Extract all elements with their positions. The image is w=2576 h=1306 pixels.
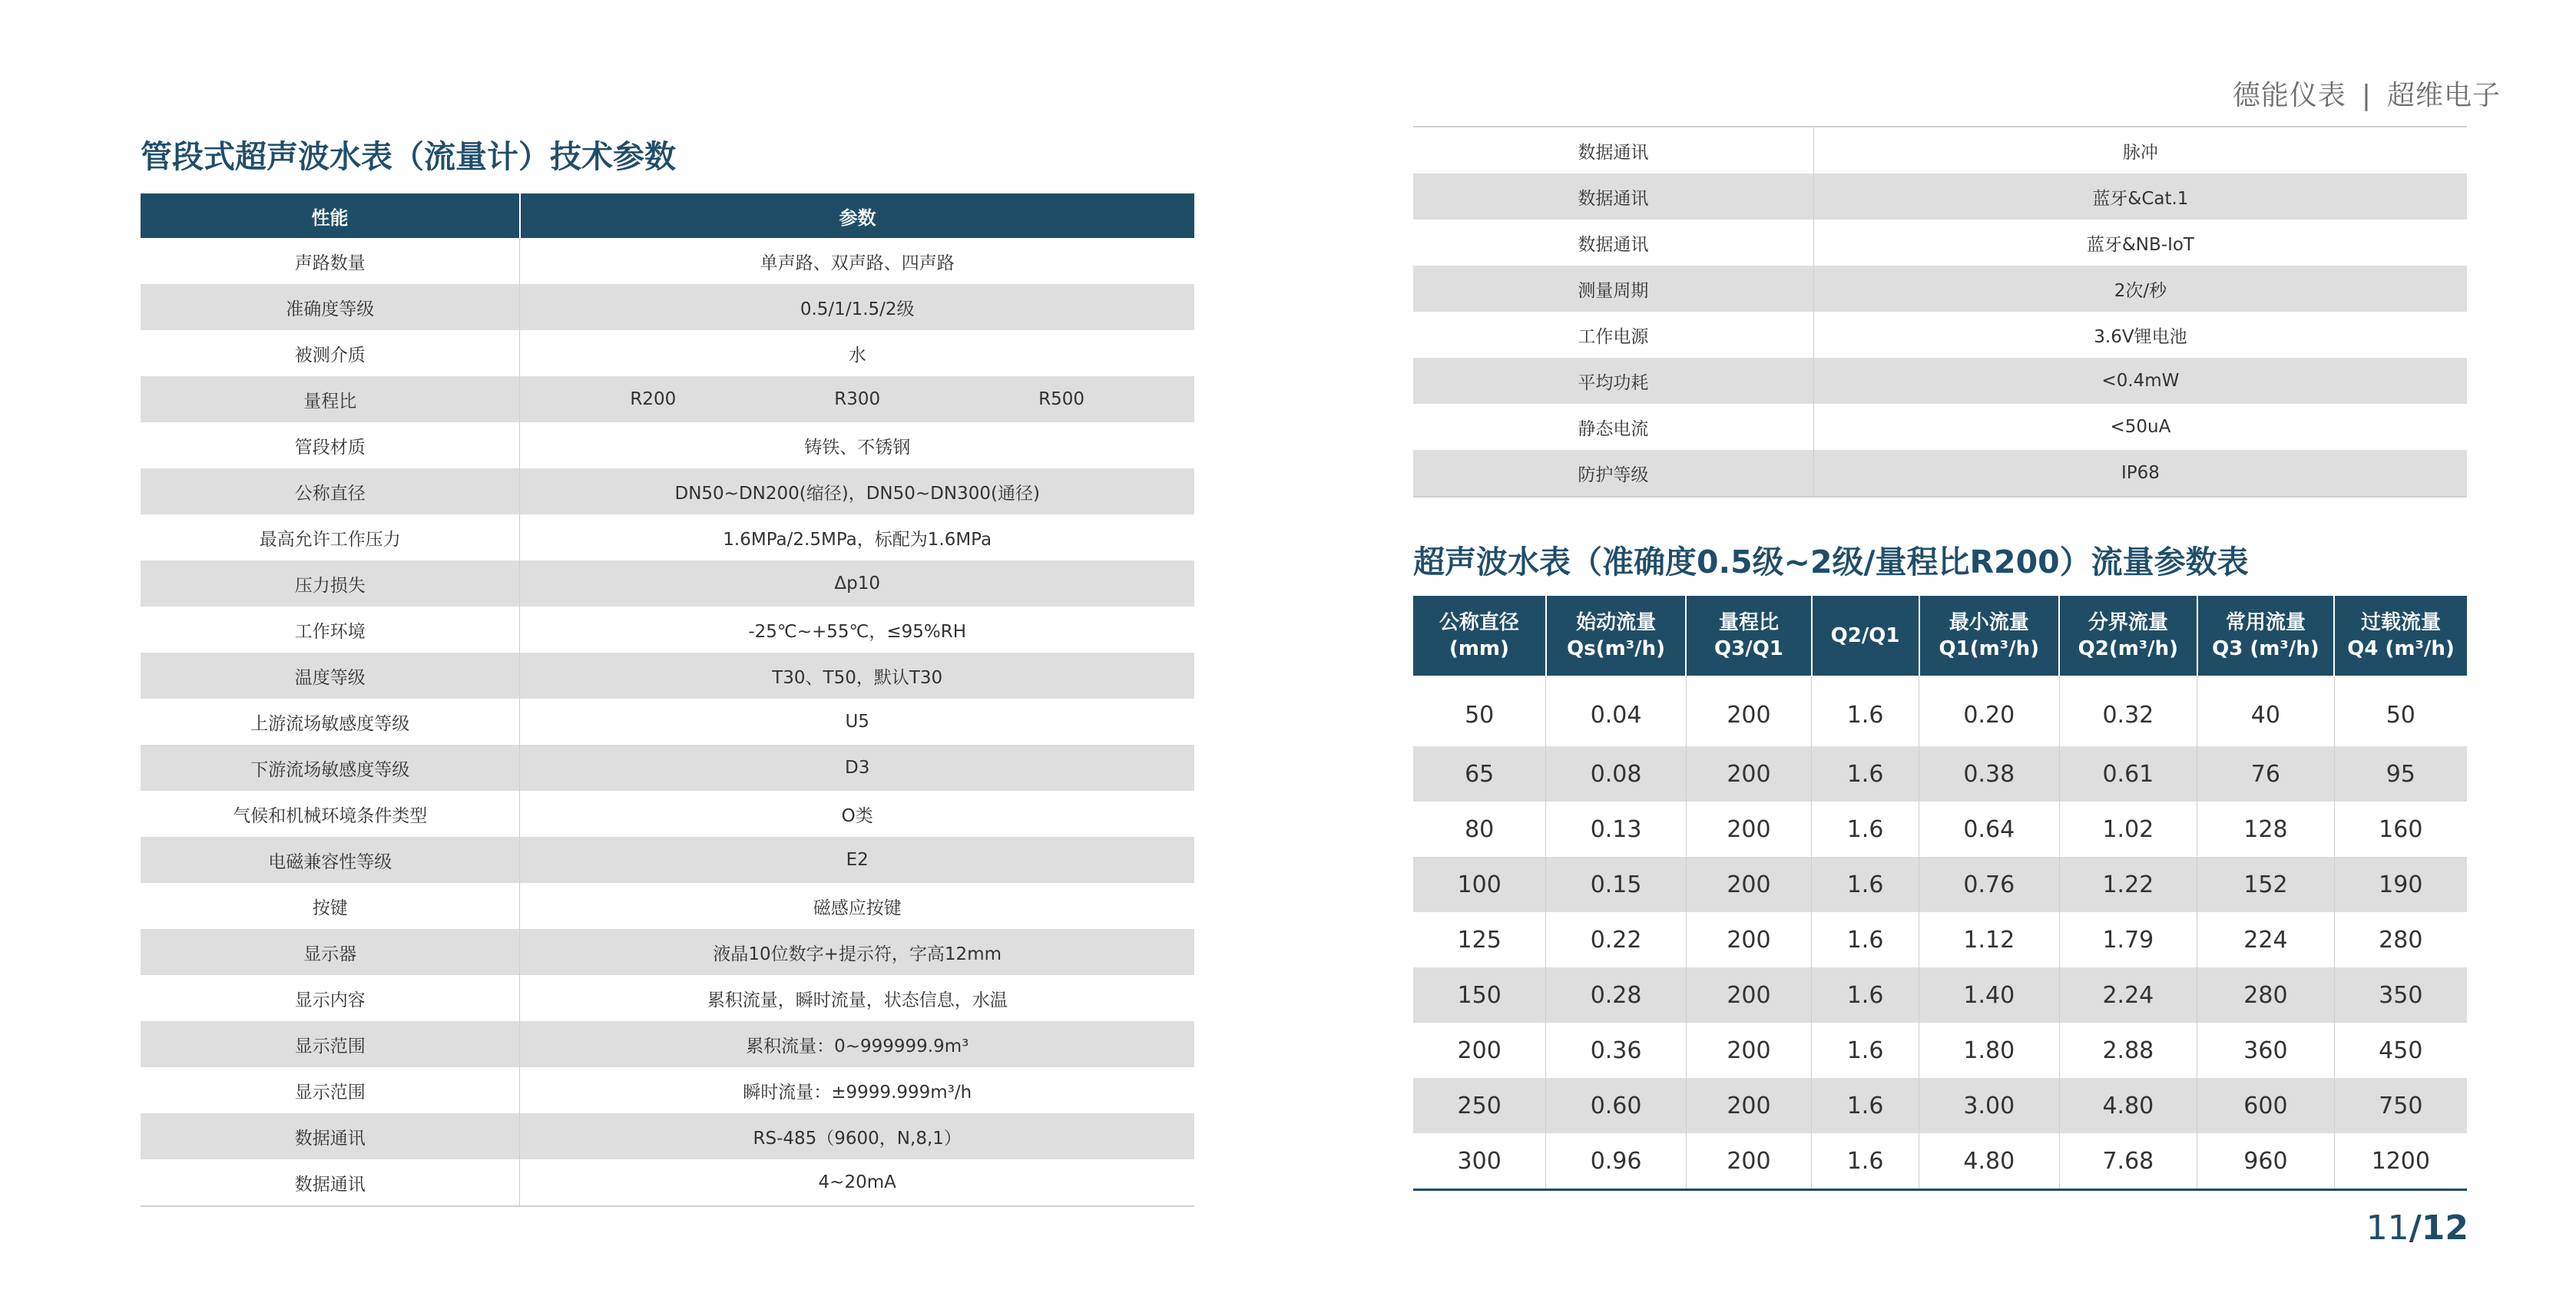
range-options [520,389,1194,409]
flow-cell: 200 [1686,912,1811,967]
flow-row [1413,746,2467,802]
spec-header-property: 性能 [141,193,520,238]
flow-cell: 4.80 [2059,1078,2197,1133]
spec-value-cell: 瞬时流量：±9999.999m³/h [743,1082,972,1103]
flow-row [1413,1023,2467,1078]
spec-property-cell: 数据通讯 [1413,127,1813,174]
spec-row [141,560,1194,607]
flow-row [1413,912,2467,967]
flow-cell: 2.88 [2059,1023,2197,1078]
brand-name-right: 超维电子 [2386,80,2501,111]
flow-cell: 200 [1686,676,1811,746]
page-current: 11 [2366,1208,2409,1248]
spec-row [141,238,1194,284]
flow-cell: 0.36 [1546,1023,1686,1078]
spec-value-cell: 累积流量，瞬时流量，状态信息，水温 [707,990,1008,1010]
flow-cell: 200 [1686,1133,1811,1190]
flow-cell: 1.6 [1812,967,1919,1023]
spec-property-cell: 显示内容 [141,975,520,1021]
flow-header-cell [1686,596,1811,676]
flow-header-line1: 量程比 [1718,611,1779,634]
flow-cell: 600 [2197,1078,2334,1133]
flow-table [1413,596,2467,1191]
flow-cell: 1.6 [1812,802,1919,857]
spec-row [1413,220,2467,266]
spec-row [1413,404,2467,450]
spec-property-cell: 下游流场敏感度等级 [141,745,520,791]
spec-row [141,422,1194,468]
spec-property-cell: 测量周期 [1413,266,1813,312]
brand-header [2233,74,2501,113]
flow-cell: 280 [2197,967,2334,1023]
flow-header-cell [1413,596,1546,676]
flow-header-line2: Q1(m³/h) [1939,637,2039,660]
flow-header-line2: Qs(m³/h) [1567,637,1666,660]
flow-cell: 450 [2379,1037,2423,1064]
page-total: 12 [2421,1208,2468,1248]
spec-value-cell: 液晶10位数字+提示符，字高12mm [520,929,1194,975]
spec-value-cell: 1.6MPa/2.5MPa，标配为1.6MPa [723,529,992,550]
flow-cell: 350 [2334,967,2467,1023]
flow-header-cell [2197,596,2334,676]
right-spec-continuation [1413,126,2467,498]
spec-value-cell: DN50~DN200(缩径)，DN50~DN300(通径) [520,468,1194,514]
flow-header-cell [1812,596,1919,676]
flow-cell: 1.22 [2059,857,2197,912]
flow-cell: 360 [2197,1023,2334,1078]
spec-value-cell: 单声路、双声路、四声路 [760,253,955,273]
spec-row [141,468,1194,514]
spec-value-cell: -25℃~+55℃，≤95%RH [748,621,967,642]
spec-value-cell: RS-485（9600，N,8,1） [520,1113,1194,1159]
spec-value-cell: 脉冲 [1813,127,2467,174]
flow-cell: 200 [1686,1078,1811,1133]
flow-cell: 250 [1413,1078,1546,1133]
spec-value-cell: 铸铁、不锈钢 [804,437,911,458]
spec-value-cell: 蓝牙&Cat.1 [1813,174,2467,220]
spec-row [141,883,1194,929]
spec-row [1413,358,2467,404]
spec-value-cell: 0.5/1/1.5/2级 [520,284,1194,330]
flow-cell: 300 [1413,1133,1546,1190]
flow-cell: 40 [2197,676,2334,746]
flow-cell: 100 [1413,857,1546,912]
spec-value-cell: <50uA [2110,417,2171,437]
flow-cell: 0.22 [1546,912,1686,967]
spec-row [141,330,1194,376]
spec-value-cell: U5 [845,712,869,732]
spec-value-cell: 磁感应按键 [813,898,902,918]
flow-cell: 0.60 [1546,1078,1686,1133]
spec-value-cell: O类 [841,805,873,826]
spec-property-cell: 声路数量 [141,238,520,284]
flow-cell: 2.24 [2059,967,2197,1023]
page-separator: / [2409,1208,2422,1248]
flow-cell: 7.68 [2059,1133,2197,1190]
flow-cell: 200 [1686,802,1811,857]
spec-header-row [141,193,1194,238]
flow-cell: 1.6 [1812,1078,1919,1133]
flow-header-line2: Q3 (m³/h) [2212,637,2319,660]
spec-row [1413,450,2467,497]
flow-cell: 0.61 [2059,746,2197,802]
flow-cell: 80 [1413,802,1546,857]
flow-cell: 3.00 [1919,1078,2059,1133]
flow-header-line1: 分界流量 [2088,611,2168,634]
flow-section [1413,541,2467,1191]
spec-value-cell: 3.6V锂电池 [2094,326,2187,347]
flow-cell: 4.80 [1919,1133,2059,1190]
flow-cell: 0.96 [1546,1133,1686,1190]
flow-cell: 128 [2197,802,2334,857]
spec-property-cell: 电磁兼容性等级 [141,837,520,883]
spec-property-cell: 管段材质 [141,422,520,468]
flow-header-line1: 公称直径 [1439,611,1519,634]
flow-cell: 65 [1413,746,1546,802]
flow-cell: 190 [2334,857,2467,912]
flow-cell: 1.12 [1919,912,2059,967]
flow-cell: 1200 [2334,1133,2467,1190]
spec-row [141,284,1194,330]
flow-section-title: 超声波水表（准确度0.5级~2级/量程比R200）流量参数表 [1413,544,2249,580]
spec-row [1413,174,2467,220]
spec-table [141,193,1194,1207]
flow-cell: 750 [2334,1078,2467,1133]
spec-property-cell: 数据通讯 [141,1113,520,1159]
spec-row [1413,266,2467,312]
spec-section-title: 管段式超声波水表（流量计）技术参数 [141,138,676,175]
spec-value-cell: 4~20mA [520,1159,1194,1206]
spec-table-continued [1413,126,2467,498]
spec-value-cell: IP68 [1813,450,2467,497]
flow-cell: 200 [1686,746,1811,802]
spec-row [141,653,1194,699]
flow-header-line2: (mm) [1449,637,1509,660]
spec-value-cell: E2 [520,837,1194,883]
spec-row [141,791,1194,837]
spec-property-cell: 气候和机械环境条件类型 [141,791,520,837]
flow-cell: 0.13 [1546,802,1686,857]
flow-cell: 1.6 [1812,676,1919,746]
spec-value-cell: <0.4mW [1813,358,2467,404]
flow-cell: 200 [1686,857,1811,912]
flow-cell: 0.20 [1919,676,2059,746]
spec-property-cell: 按键 [141,883,520,929]
flow-cell: 960 [2197,1133,2334,1190]
spec-property-cell: 温度等级 [141,653,520,699]
flow-cell: 76 [2197,746,2334,802]
flow-header-cell [2059,596,2197,676]
brand-name-left: 德能仪表 [2232,80,2346,111]
spec-property-cell: 数据通讯 [1413,220,1813,266]
spec-value-cell: 蓝牙&NB-IoT [2086,234,2194,255]
spec-row [141,929,1194,975]
spec-value-cell: 水 [848,345,866,365]
range-option: R300 [834,389,881,409]
spec-row [141,1159,1194,1206]
spec-value-cell: T30、T50，默认T30 [520,653,1194,699]
flow-header-line1: Q2/Q1 [1830,624,1900,647]
flow-cell: 0.38 [1919,746,2059,802]
range-option: R500 [1038,389,1084,409]
spec-value-cell: 2次/秒 [1813,266,2467,312]
flow-cell: 95 [2334,746,2467,802]
flow-cell: 1.40 [1919,967,2059,1023]
spec-property-cell: 静态电流 [1413,404,1813,450]
spec-row [1413,312,2467,358]
spec-property-cell: 工作环境 [141,607,520,653]
spec-property-cell: 防护等级 [1413,450,1813,497]
flow-header-line2: Q4 (m³/h) [2347,637,2455,660]
flow-cell: 0.15 [1546,857,1686,912]
spec-property-cell: 数据通讯 [1413,174,1813,220]
spec-property-cell: 准确度等级 [141,284,520,330]
spec-row [141,745,1194,791]
flow-cell: 1.80 [1919,1023,2059,1078]
flow-row [1413,802,2467,857]
flow-cell: 200 [1686,1023,1811,1078]
flow-cell: 160 [2379,815,2423,843]
flow-cell: 224 [2197,912,2334,967]
spec-property-cell: 数据通讯 [141,1159,520,1206]
flow-header-cell [1919,596,2059,676]
spec-property-cell: 被测介质 [141,330,520,376]
flow-cell: 50 [2386,701,2415,729]
spec-header-value: 参数 [520,193,1194,238]
flow-header-line1: 最小流量 [1949,611,2029,634]
flow-cell: 200 [1413,1023,1546,1078]
flow-row [1413,967,2467,1023]
spec-row [141,1067,1194,1113]
spec-property-cell: 显示范围 [141,1021,520,1067]
range-option: R200 [630,389,677,409]
spec-row [141,514,1194,560]
spec-row [141,837,1194,883]
spec-row [141,607,1194,653]
spec-property-cell: 平均功耗 [1413,358,1813,404]
flow-header-row [1413,596,2467,676]
flow-cell: 0.76 [1919,857,2059,912]
flow-row [1413,1078,2467,1133]
spec-property-cell: 显示范围 [141,1067,520,1113]
flow-cell: 150 [1413,967,1546,1023]
flow-row [1413,857,2467,912]
flow-cell: 1.6 [1812,857,1919,912]
spec-property-cell: 上游流场敏感度等级 [141,699,520,745]
spec-row [141,1113,1194,1159]
flow-header-line2: Q3/Q1 [1714,637,1783,660]
flow-cell: 0.28 [1546,967,1686,1023]
flow-cell: 280 [2379,926,2423,954]
spec-property-cell: 工作电源 [1413,312,1813,358]
spec-row [141,376,1194,422]
spec-row [141,975,1194,1021]
flow-cell: 1.6 [1812,912,1919,967]
spec-property-cell: 量程比 [141,376,520,422]
spec-value-cell: Δp10 [520,560,1194,607]
flow-row [1413,1133,2467,1190]
flow-header-cell [2334,596,2467,676]
flow-row [1413,676,2467,746]
flow-cell: 0.64 [1919,802,2059,857]
flow-cell: 1.02 [2059,802,2197,857]
brand-separator: | [2361,80,2372,111]
spec-row [1413,127,2467,174]
spec-property-cell: 公称直径 [141,468,520,514]
spec-row [141,699,1194,745]
flow-cell: 0.32 [2059,676,2197,746]
flow-header-line1: 常用流量 [2225,611,2306,634]
flow-cell: 125 [1413,912,1546,967]
left-column [141,135,1194,1207]
spec-value-cell [520,376,1194,422]
spec-property-cell: 显示器 [141,929,520,975]
spec-property-cell: 压力损失 [141,560,520,607]
flow-header-cell [1546,596,1686,676]
flow-header-line1: 过载流量 [2361,611,2442,634]
flow-header-line1: 始动流量 [1576,611,1657,634]
flow-cell: 1.6 [1812,1133,1919,1190]
flow-header-line2: Q2(m³/h) [2078,637,2179,660]
flow-cell: 50 [1413,676,1546,746]
flow-cell: 1.6 [1812,1023,1919,1078]
spec-value-cell: D3 [520,745,1194,791]
flow-cell: 0.08 [1546,746,1686,802]
flow-cell: 152 [2197,857,2334,912]
flow-cell: 1.79 [2059,912,2197,967]
spec-value-cell: 累积流量：0~999999.9m³ [520,1021,1194,1067]
page-number [2366,1208,2468,1248]
flow-cell: 0.04 [1546,676,1686,746]
spec-property-cell: 最高允许工作压力 [141,514,520,560]
spec-row [141,1021,1194,1067]
flow-cell: 1.6 [1812,746,1919,802]
flow-cell: 200 [1686,967,1811,1023]
